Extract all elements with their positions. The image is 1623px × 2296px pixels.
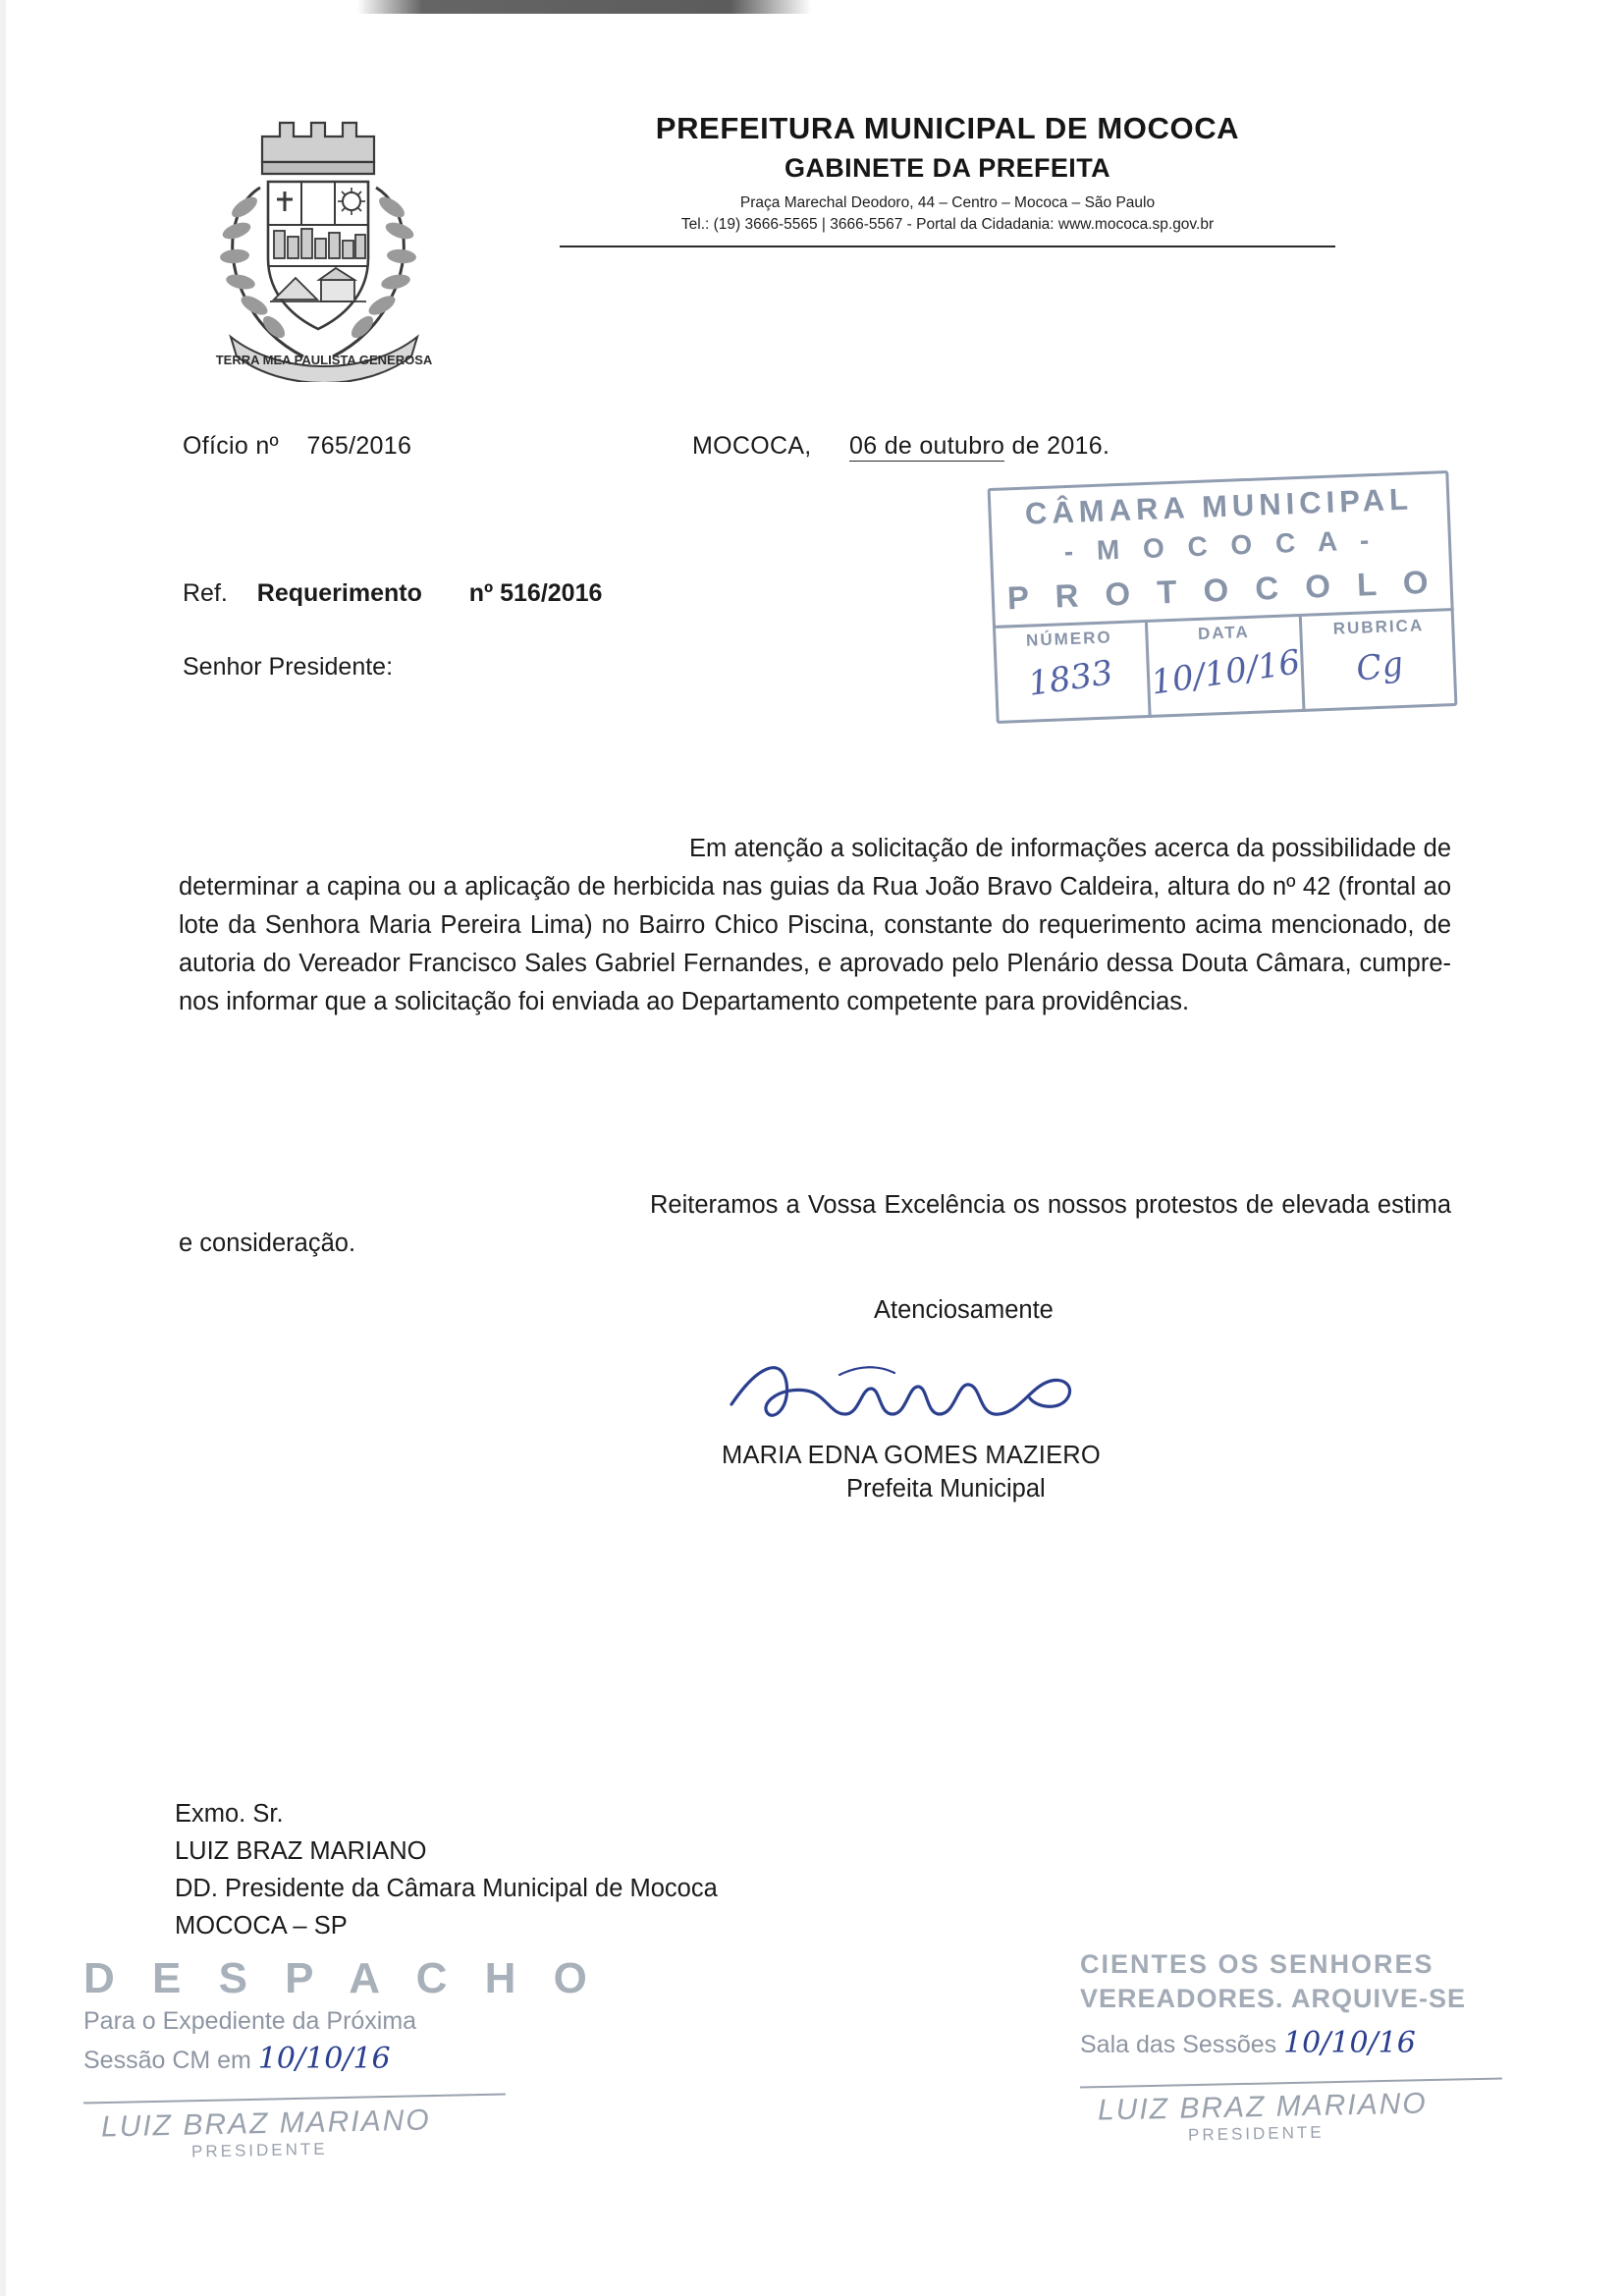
oficio-number: 765/2016 bbox=[306, 432, 412, 460]
protocol-stamp-line3: P R O T O C O L O bbox=[1006, 563, 1438, 617]
svg-text:TERRA MEA PAULISTA GENEROSA: TERRA MEA PAULISTA GENEROSA bbox=[215, 353, 433, 367]
cientes-stamp-line2: VEREADORES. ARQUIVE-SE bbox=[1080, 1984, 1467, 2013]
protocol-stamp-date-cell bbox=[1148, 617, 1306, 718]
despacho-stamp-session-label: Sessão CM em bbox=[83, 2047, 251, 2074]
municipal-coat-of-arms-icon bbox=[187, 93, 461, 382]
addressee-line-4: MOCOCA – SP bbox=[175, 1912, 348, 1940]
letterhead-address: Praça Marechal Deodoro, 44 – Centro – Mococa – São Paulo bbox=[739, 194, 1156, 211]
cientes-stamp-signature: LUIZ BRAZ MARIANO bbox=[1097, 2087, 1429, 2127]
body-paragraph-1: Em atenção a solicitação de informações acerca da possibilidade de determinar a capina ou a aplicação de herbicida nas guias da Rua João Bravo Caldeira, altura do nº 42 (frontal ao lote da Senhora Maria Pereira Lima) no Bairro Chico Piscina, constante do requerimento acima mencionado, de autoria do Vereador Francisco Sales Gabriel Fernandes, e aprovado pelo Plenário dessa Douta Câmara, cumpre-nos informar que a solicitação foi enviada ao Departamento competente para providências. bbox=[179, 835, 1451, 1015]
despacho-stamp-signature-role: PRESIDENTE bbox=[190, 2139, 328, 2161]
protocol-stamp-signature-cell bbox=[1302, 611, 1457, 712]
letterhead bbox=[187, 93, 1434, 382]
salutation: Senhor Presidente: bbox=[183, 653, 394, 681]
closing-line: Atenciosamente bbox=[874, 1296, 1054, 1324]
addressee-block bbox=[175, 1795, 718, 1944]
signer-name: MARIA EDNA GOMES MAZIERO bbox=[722, 1442, 1101, 1469]
cientes-stamp bbox=[1080, 1949, 1542, 2143]
scan-left-margin bbox=[0, 0, 6, 2296]
reference-label: Ref. bbox=[183, 579, 228, 607]
addressee-line-1: Exmo. Sr. bbox=[175, 1800, 284, 1828]
cientes-stamp-line1: CIENTES OS SENHORES bbox=[1080, 1949, 1434, 1979]
letterhead-divider bbox=[560, 246, 1335, 247]
reference-subject: Requerimento bbox=[256, 579, 422, 607]
protocol-stamp-signature-value: Cg bbox=[1354, 643, 1407, 690]
despacho-stamp-signature-rule bbox=[83, 2093, 506, 2104]
despacho-stamp bbox=[83, 1954, 633, 2159]
body-paragraph-2: Reiteramos a Vossa Excelência os nossos protestos de elevada estima e consideração. bbox=[179, 1191, 1451, 1257]
letterhead-phone: Tel.: (19) 3666-5565 | 3666-5567 - Portal da Cidadania: www.mococa.sp.gov.br bbox=[680, 216, 1215, 233]
protocol-stamp-line2: - M O C O C A - bbox=[1063, 523, 1378, 568]
protocol-stamp-number-value: 1833 bbox=[1025, 653, 1116, 704]
cientes-stamp-signature-role: PRESIDENTE bbox=[1187, 2122, 1325, 2145]
scan-edge-artifact bbox=[0, 0, 1623, 14]
letter-date: 06 de outubro bbox=[849, 432, 1005, 460]
despacho-stamp-signature: LUIZ BRAZ MARIANO bbox=[100, 2104, 432, 2144]
letterhead-subtitle: GABINETE DA PREFEITA bbox=[784, 153, 1110, 183]
city-label: MOCOCA, bbox=[692, 432, 812, 460]
letterhead-title: PREFEITURA MUNICIPAL DE MOCOCA bbox=[655, 111, 1240, 145]
protocol-stamp-number-label: NÚMERO bbox=[1025, 628, 1112, 650]
addressee-line-3: DD. Presidente da Câmara Municipal de Mococa bbox=[175, 1875, 718, 1902]
letter-date-suffix: de 2016. bbox=[1004, 432, 1110, 460]
cientes-stamp-session-label: Sala das Sessões bbox=[1080, 2031, 1277, 2058]
signer-role: Prefeita Municipal bbox=[846, 1475, 1046, 1503]
oficio-label: Ofício nº bbox=[183, 432, 279, 460]
reference-line bbox=[183, 579, 602, 608]
oficio-line bbox=[183, 432, 411, 461]
city-date-line bbox=[692, 432, 1109, 461]
protocol-stamp bbox=[988, 470, 1458, 724]
protocol-stamp-number-cell bbox=[993, 623, 1151, 724]
protocol-stamp-date-value: 10/10/16 bbox=[1148, 642, 1303, 703]
despacho-stamp-line1: Para o Expediente da Próxima bbox=[83, 2007, 417, 2035]
protocol-stamp-signature-label: RUBRICA bbox=[1332, 616, 1425, 638]
despacho-stamp-session-date: 10/10/16 bbox=[257, 2042, 391, 2076]
despacho-stamp-title: D E S P A C H O bbox=[83, 1954, 600, 2002]
cientes-stamp-session-date: 10/10/16 bbox=[1283, 2026, 1416, 2060]
mayor-signature-mark bbox=[722, 1353, 1134, 1437]
protocol-stamp-line1: CÂMARA MUNICIPAL bbox=[1024, 481, 1414, 531]
reference-number: nº 516/2016 bbox=[468, 579, 603, 607]
protocol-stamp-date-label: DATA bbox=[1197, 622, 1251, 643]
addressee-line-2: LUIZ BRAZ MARIANO bbox=[175, 1837, 427, 1865]
